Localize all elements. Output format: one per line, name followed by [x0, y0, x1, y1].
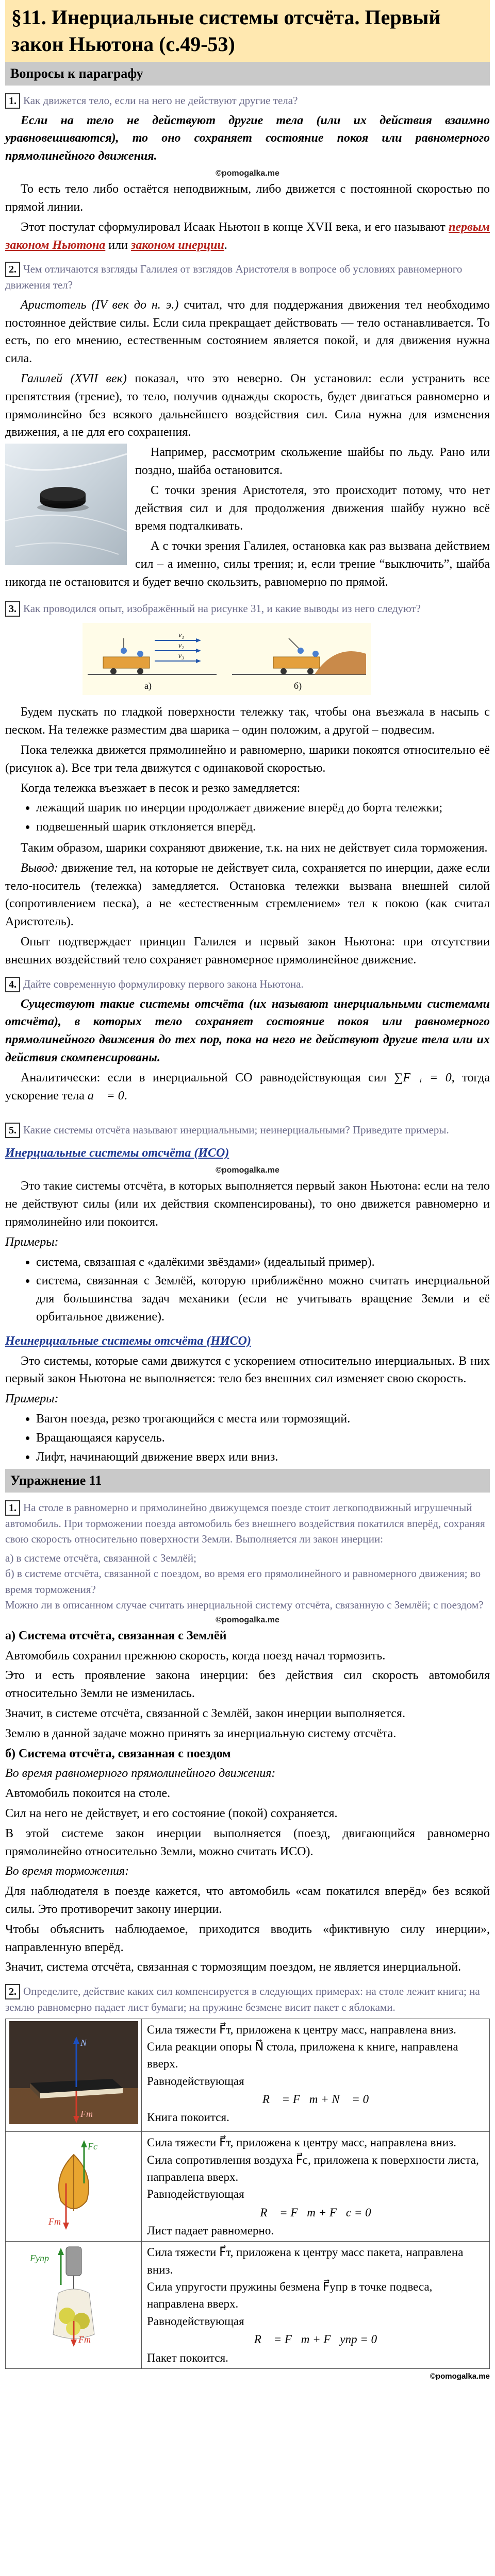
leaf-description: [142, 2132, 490, 2242]
q2-answer-1: Аристотель (IV век до н. э.) считал, что для поддержания движения тел необходимо постоянное действие силы. Если сила прекращает действовать — тело останавливается. То есть, по его мнению, естественным состоянием является покой, и для движения нужна сила.: [5, 298, 490, 366]
answer-b-2: Сил на него не действует, и его состояние (покой) сохраняется.: [5, 1806, 338, 1820]
question-number: 1.: [5, 93, 20, 109]
q2-answer-4: С точки зрения Аристотеля, это происходит потому, что нет действия сил и для продолжения движения шайбу нужно всё время подталкивать.: [135, 483, 490, 533]
watermark: ©pomogalka.me: [430, 2371, 490, 2381]
question-5: [5, 1122, 490, 1138]
question-text: Определите, действие каких сил компенсируется в следующих примерах: на столе лежит книга; на землю равномерно падает лист бумаги; на пружине безмене висит пакет с яблоками.: [5, 1985, 480, 2014]
text-line: Равнодействующая: [147, 2188, 244, 2201]
question-4: [5, 976, 490, 992]
text-line: Сила упругости пружины безмена F⃗упр в точке подвеса, направлена вверх.: [147, 2280, 433, 2311]
examples-label: Примеры:: [5, 1235, 59, 1249]
question-text: На столе в равномерно и прямолинейно движущемся поезде стоит легкоподвижный игрушечный автомобиль. При торможении поезда автомобиль без внешнего воздействия покатился вперёд, сохраняя свою скорость относительно поверхности Земли. Выполняется ли закон инерции:: [5, 1501, 485, 1546]
text-line: Сила тяжести F⃗т, приложена к центру масс, направлена вниз.: [147, 2023, 456, 2036]
question-number: 2.: [5, 1984, 20, 1999]
answer-a-4: Землю в данной задаче можно принять за инерциальную систему отсчёта.: [5, 1726, 397, 1740]
q4-answer-2: Аналитически: если в инерциальной СО равнодействующая сил ∑F⃗ᵢ = 0, тогда ускорение тела a⃗ = 0.: [5, 1071, 490, 1103]
exercise-2: [5, 1984, 490, 2015]
force-elastic-label: Fупр: [29, 2253, 49, 2264]
question-text: Чем отличаются взгляды Галилея от взглядов Аристотеля в вопросе об условиях равномерного движения тел?: [5, 263, 463, 292]
q3-answer-1: Будем пускать по гладкой поверхности тележку так, чтобы она въезжала в насыпь с песком. На тележке разместим два шарика – один положим, а другой – подвесим.: [5, 705, 490, 737]
text-line: Сила реакции опоры N⃗ стола, приложена к книге, направлена вверх.: [147, 2040, 458, 2071]
leaf-cell: [6, 2132, 142, 2242]
list-item: • Лифт, начинающий движение вверх или вниз.: [36, 1448, 490, 1466]
text-line: Пакет покоится.: [147, 2351, 228, 2364]
q1-answer-2: То есть тело либо остаётся неподвижным, либо движется с постоянной скоростью по прямой линии.: [5, 182, 490, 214]
question-number: 3.: [5, 601, 20, 617]
scale-description: [142, 2242, 490, 2368]
book-description: [142, 2019, 490, 2132]
q2-answer-5: А с точки зрения Галилея, остановка как раз вызвана действием сил – а именно, силы трения; и, если трение “выключить”, шайба никогда не остановится и будет вечно скользить, равномерно по прямой.: [5, 539, 490, 589]
answer-a-heading: а) Система отсчёта, связанная с Землёй: [5, 1629, 227, 1642]
watermark: ©pomogalka.me: [216, 169, 279, 178]
table-row: [6, 2132, 490, 2242]
question-number: 4.: [5, 977, 20, 992]
list-item: • система, связанная с Землёй, которую приближённо можно считать инерциальной для большинства задач механики (если не учитывать вращение Земли и её орбитальное движение).: [36, 1272, 490, 1326]
answer-b-sub-1: Во время равномерного прямолинейного движения:: [5, 1767, 276, 1781]
answer-b-4: Для наблюдателя в поезде кажется, что автомобиль «сам покатился вперёд» без всякой силы. Это противоречит закону инерции.: [5, 1885, 490, 1916]
q1-answer-1: Если на тело не действуют другие тела (или их действия взаимно уравновешиваются), то оно сохраняет состояние покоя или равномерного прямолинейного движения.: [5, 113, 490, 163]
text-line: Лист падает равномерно.: [147, 2224, 274, 2238]
question-3: [5, 601, 490, 617]
fig-a-label: а): [144, 680, 152, 691]
list-item: • лежащий шарик по инерции продолжает движение вперёд до борта тележки;: [36, 799, 490, 817]
answer-b-6: Значит, система отсчёта, связанная с тормозящим поездом, не является инерциальной.: [5, 1960, 461, 1974]
force-n-label: N: [80, 2037, 87, 2048]
table-row: [6, 2242, 490, 2368]
iso-examples: [5, 1253, 490, 1326]
exercise-1-a: а) в системе отсчёта, связанной с Землёй;: [5, 1551, 196, 1564]
answer-b-3: В этой системе закон инерции выполняется (поезд, двигающийся равномерно прямолинейно относительно Земли, можно считать ИСО).: [5, 1826, 490, 1858]
falling-leaf-image: [9, 2134, 138, 2232]
section-exercise: Упражнение 11: [5, 1469, 490, 1493]
law-name-1: первым законом Ньютона: [5, 220, 490, 252]
text-line: Равнодействующая: [147, 2074, 244, 2088]
question-2: [5, 261, 490, 293]
answer-b-heading: б) Система отсчёта, связанная с поездом: [5, 1747, 231, 1760]
niso-definition: Это системы, которые сами движутся с ускорением относительно инерциальных. В них первый закон Ньютона не выполняется: тело без внешних сил изменяет свою скорость.: [5, 1354, 490, 1386]
watermark: ©pomogalka.me: [216, 1166, 279, 1175]
q3-answer-2: Пока тележка движется прямолинейно и равномерно, шарики покоятся относительно её (рисунок а). Все три тела движутся с одинаковой скоростью.: [5, 743, 490, 775]
q3-answer-6: Опыт подтверждает принцип Галилея и первый закон Ньютона: при отсутствии внешних воздействий тело сохраняет равномерное прямолинейное движение.: [5, 935, 490, 967]
formula: R⃗ = F⃗т + F⃗с = 0: [260, 2206, 371, 2219]
answer-b-5: Чтобы объяснить наблюдаемое, приходится вводить «фиктивную силу инерции», направленную вперёд.: [5, 1922, 490, 1954]
v2-label: v₂: [178, 641, 185, 650]
force-gravity-label: Fт: [78, 2334, 91, 2345]
question-text: Какие системы отсчёта называют инерциальными; неинерциальными? Приведите примеры.: [23, 1124, 449, 1137]
book-on-table-image: [9, 2021, 138, 2124]
formula: R⃗ = F⃗т + F⃗упр = 0: [254, 2333, 377, 2346]
q3-list: [5, 799, 490, 836]
niso-heading: Неинерциальные системы отсчёта (НИСО): [5, 1334, 251, 1348]
answer-a-3: Значит, в системе отсчёта, связанной с Землёй, закон инерции выполняется.: [5, 1707, 406, 1720]
q4-answer-1: Существуют такие системы отсчёта (их называют инерциальными системами отсчёта), в которых тело сохраняет состояние покоя или равномерного прямолинейного движения до тех пор, пока на него не действуют другие тела или их действия скомпенсированы.: [5, 997, 490, 1064]
iso-heading: Инерциальные системы отсчёта (ИСО): [5, 1146, 229, 1160]
q2-answer-3: Например, рассмотрим скольжение шайбы по льду. Рано или поздно, шайба остановится.: [135, 446, 490, 478]
question-text: Как движется тело, если на него не действуют другие тела?: [23, 94, 298, 107]
text-line: Сила сопротивления воздуха F⃗с, приложена к поверхности листа, направлена вверх.: [147, 2153, 479, 2184]
list-item: • Вагон поезда, резко трогающийся с места или тормозящий.: [36, 1410, 490, 1428]
force-gravity-label: Fт: [80, 2108, 93, 2119]
formula: R⃗ = F⃗т + N⃗ = 0: [262, 2092, 369, 2106]
cart-experiment-figure: [82, 623, 371, 695]
q3-answer-5: Вывод: движение тел, на которые не действует сила, сохраняется по инерции, даже если тело-носитель (тележка) замедляется. Остановка тележки вызвана внешней силой (сопротивлением песка), а не «естественным стремлением» тел к покою (как считал Аристотель).: [5, 861, 490, 929]
q3-answer-4: Таким образом, шарики сохраняют движение, т.к. на них не действует сила торможения.: [21, 841, 488, 855]
answer-b-sub-2: Во время торможения:: [5, 1865, 129, 1878]
list-item: • Вращающаяся карусель.: [36, 1429, 490, 1447]
niso-examples: [5, 1410, 490, 1466]
exercise-1: [5, 1500, 490, 1547]
question-number: 5.: [5, 1123, 20, 1138]
text-line: Сила тяжести F⃗т, приложена к центру масс пакета, направлена вниз.: [147, 2246, 464, 2276]
puck-block: [5, 444, 490, 593]
force-gravity-label: Fт: [48, 2216, 61, 2227]
puck-on-ice-image: [5, 444, 127, 565]
list-item: • система, связанная с «далёкими звёздами» (идеальный пример).: [36, 1253, 490, 1272]
question-number: 1.: [5, 1500, 20, 1516]
answer-a-1: Автомобиль сохранил прежнюю скорость, когда поезд начал тормозить.: [5, 1649, 386, 1663]
q2-answer-2: Галилей (XVII век) показал, что это неверно. Он установил: если устранить все препятствия (трение), то тело, получив однажды скорость, будет двигаться равномерно и прямолинейно без всякого дальнейшего воздействия сил. Сила нужна для изменения движения, а не для его сохранения.: [5, 372, 490, 439]
fig-b-label: б): [294, 680, 302, 691]
question-number: 2.: [5, 262, 20, 277]
question-1: [5, 93, 490, 109]
q1-answer-3: Этот постулат сформулировал Исаак Ньютон в конце XVII века, и его называют первым законом Ньютона или законом инерции.: [5, 220, 490, 252]
list-item: • подвешенный шарик отклоняется вперёд.: [36, 818, 490, 836]
text-line: Книга покоится.: [147, 2111, 229, 2124]
v1-label: v₁: [178, 631, 185, 639]
spring-scale-bag-image: [9, 2244, 138, 2347]
exercise-1-c: Можно ли в описанном случае считать инерциальной систему отсчёта, связанную с Землёй; с поездом?: [5, 1599, 484, 1612]
q3-answer-3: Когда тележка въезжает в песок и резко замедляется:: [21, 781, 301, 795]
examples-label: Примеры:: [5, 1392, 59, 1406]
table-row: [6, 2019, 490, 2132]
book-cell: [6, 2019, 142, 2132]
section-questions: Вопросы к параграфу: [5, 62, 490, 86]
watermark: ©pomogalka.me: [216, 1615, 279, 1624]
scale-cell: [6, 2242, 142, 2368]
text-line: Сила тяжести F⃗т, приложена к центру масс, направлена вниз.: [147, 2136, 456, 2149]
v3-label: v₃: [178, 652, 185, 660]
forces-table: [5, 2019, 490, 2369]
answer-b-1: Автомобиль покоится на столе.: [5, 1787, 171, 1801]
law-name-2: законом инерции: [130, 238, 224, 252]
question-text: Дайте современную формулировку первого закона Ньютона.: [23, 977, 304, 990]
iso-definition: Это такие системы отсчёта, в которых выполняется первый закон Ньютона: если на тело не действуют силы (или их действия скомпенсированы), то оно движется равномерно и прямолинейно или покоится.: [5, 1179, 490, 1229]
exercise-1-b: б) в системе отсчёта, связанной с поездом, во время его прямолинейного и равномерного движения; во время торможения?: [5, 1567, 481, 1596]
text-line: Равнодействующая: [147, 2314, 244, 2328]
page-title: §11. Инерциальные системы отсчёта. Первый закон Ньютона (с.49-53): [5, 0, 490, 62]
question-text: Как проводился опыт, изображённый на рисунке 31, и какие выводы из него следуют?: [23, 602, 421, 615]
answer-a-2: Это и есть проявление закона инерции: без действия сил скорость автомобиля относительно Земли не изменилась.: [5, 1669, 490, 1701]
force-drag-label: Fс: [87, 2141, 97, 2152]
